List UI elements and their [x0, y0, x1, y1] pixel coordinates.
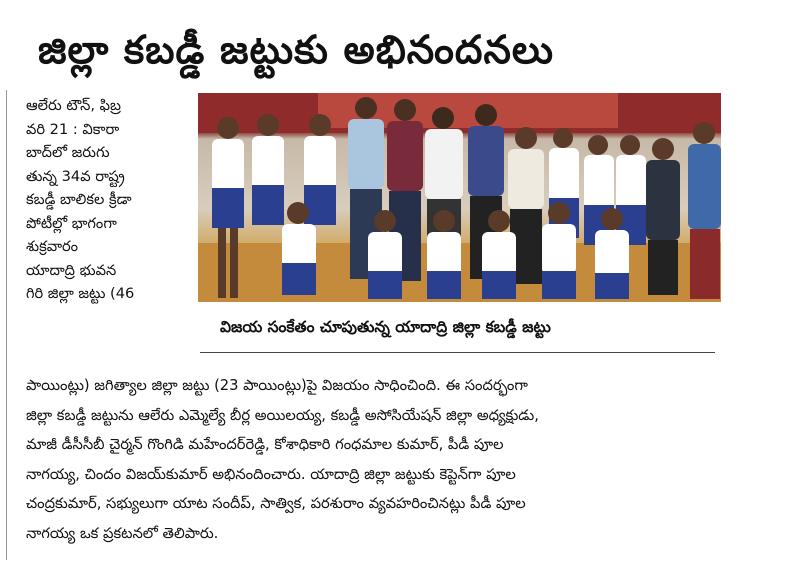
clipped-previous-article [0, 0, 800, 10]
article-intro-column: ఆలేరు టౌన్, ఫిబ్ర వరి 21 : వికారా బాద్‌లో జరుగు తున్న 34వ రాష్ట్ర కబడ్డీ బాలికల క్రీడా పోటీల్లో భాగంగా శుక్రవారం యాదాద్రి భువన గిరి జిల్లా జట్టు (46 [26, 97, 135, 302]
photo-caption: విజయ సంకేతం చూపుతున్న యాదాద్రి జిల్లా కబడ్డీ జట్టు [220, 318, 551, 336]
team-photo-illustration [198, 93, 721, 302]
column-rule [6, 90, 7, 560]
caption-divider [200, 352, 715, 353]
team-photo [198, 93, 721, 302]
article-body: పాయింట్లు) జగిత్యాల జిల్లా జట్టు (23 పాయింట్లు)పై విజయం సాధించింది. ఈ సందర్భంగా జిల్లా కబడ్డీ జట్టును ఆలేరు ఎమ్మెల్యే బీర్ల అయిలయ్య, కబడ్డీ అసోసియేషన్ జిల్లా అధ్యక్షుడు, మాజీ డీసీసీబీ చైర్మన్ గొంగిడి మహేందర్‌రెడ్డి, కోశాధికారి గంధమాల కుమార్, పీడీ పూల నాగయ్య, చిందం విజయ్‌కుమార్ అభినందించారు. యాదాద్రి జిల్లా జట్టుకు కెప్టెన్‌గా పూల చంద్రకుమార్, సభ్యులుగా యాట సందీప్, సాత్విక, పరశురాం వ్యవహరించినట్లు పీడీ పూల నాగయ్య ఒక ప్రకటనలో తెలిపారు. [26, 377, 539, 542]
article-headline: జిల్లా కబడ్డీ జట్టుకు అభినందనలు [38, 28, 554, 73]
